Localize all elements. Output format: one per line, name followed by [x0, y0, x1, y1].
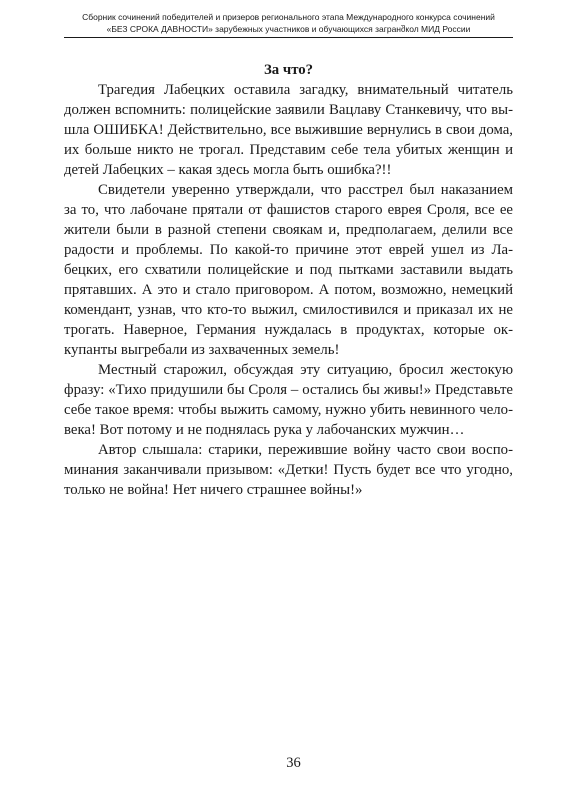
header-line-2: «БЕЗ СРОКА ДАВНОСТИ» зарубежных участников и обучающихся загранშкол МИД России — [106, 24, 471, 34]
header-line-1: Сборник сочинений победителей и призеров регионального этапа Международного конкурса сочинений — [82, 12, 495, 22]
article-title: За что? — [263, 62, 314, 78]
article-body — [64, 60, 513, 500]
page-number: 36 — [286, 755, 301, 771]
paragraph-1: Трагедия Лабецких оставила загадку, внимательный читатель должен вспомнить: полицейские заявили Вацлаву Станкевичу, что вышла ОШИБКА! Действительно, все выжившие вернулись в свои дома, их больше никто не трогал. Представим себе тела убитых женщин и детей Лабецких – какая здесь могла быть ошибка?!! — [64, 82, 513, 178]
paragraph-4: Автор слышала: старики, пережившие войну часто свои воспоминания заканчивали призывом: «Детки! Пусть будет все что угодно, только не война! Нет ничего страшнее войны!» — [64, 442, 513, 498]
header-divider — [64, 37, 513, 38]
paragraph-3: Местный старожил, обсуждая эту ситуацию, бросил жестокую фразу: «Тихо придушили бы Сроля – остались бы живы!» Представьте себе такое время: чтобы выжить самому, нужно убить невинного человека! Вот потому и не поднялась рука у лабочанских мужчин… — [64, 362, 513, 438]
paragraph-2: Свидетели уверенно утверждали, что расстрел был наказанием за то, что лабочане прятали от фашистов старого еврея Сроля, все ее жители были в разной степени своякам и, предполагаем, делили все радости и проблемы. По какой-то причине этот еврей ушел из Лабецких, его схватили полицейские и под пытками заставили выдать прятавших. А это и стало приговором. А потом, возможно, немецкий комендант, узнав, что кто-то выжил, смилостивился и приказал их не трогать. Наверное, Германия нуждалась в продуктах, которые оккупанты выгребали из захваченных земель! — [64, 182, 513, 358]
running-header — [64, 11, 513, 35]
